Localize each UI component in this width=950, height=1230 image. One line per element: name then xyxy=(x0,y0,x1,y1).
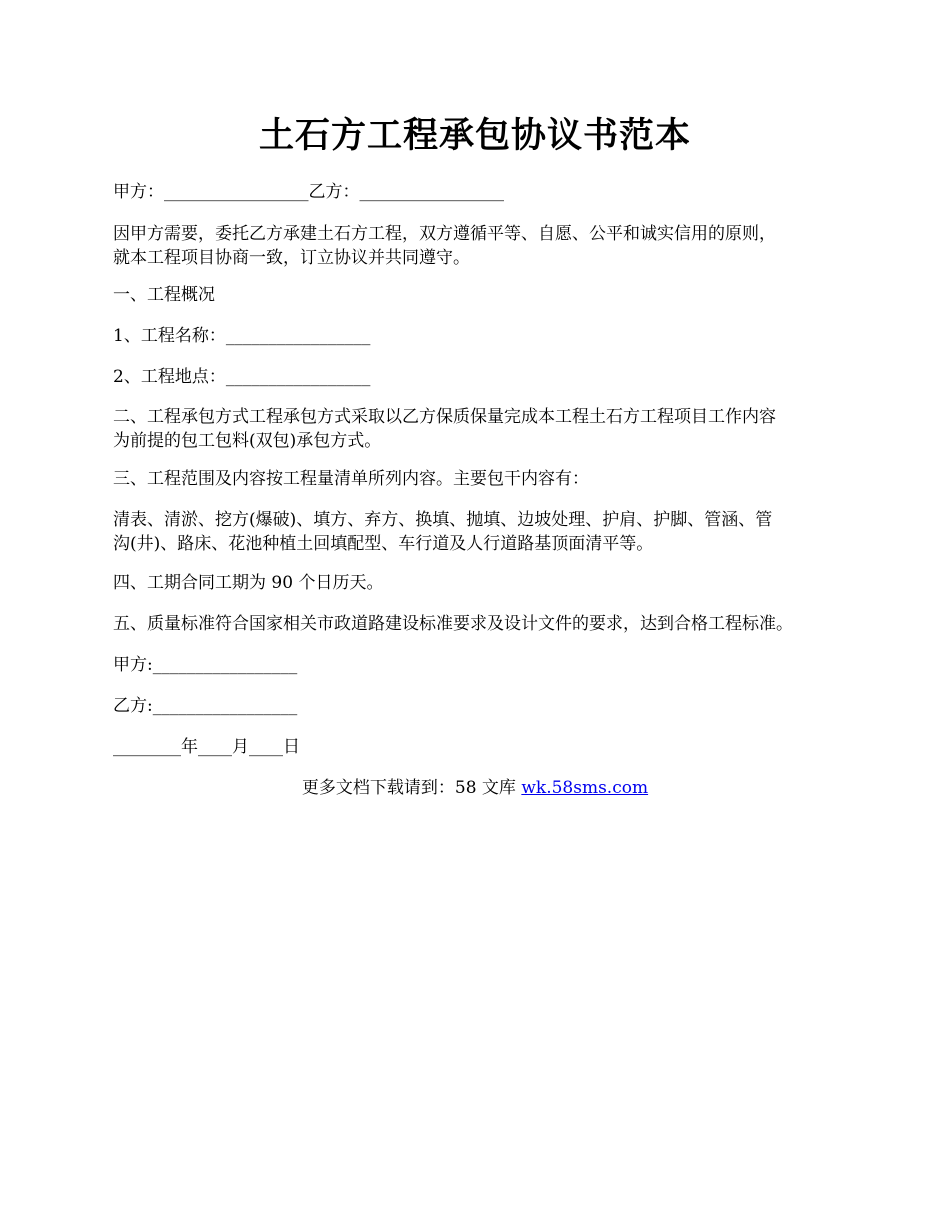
section-3-line: 三、工程范围及内容按工程量清单所列内容。主要包干内容有： xyxy=(113,469,589,489)
document-title: 土石方工程承包协议书范本 xyxy=(258,115,691,156)
scope-paragraph xyxy=(113,508,848,556)
intro-line-2: 就本工程项目协商一致，订立协议并共同遵守。 xyxy=(113,248,470,268)
signature-party-a: 甲方:_________________ xyxy=(113,655,298,675)
date-line: ________年____月____日 xyxy=(113,737,300,757)
footer xyxy=(0,776,950,800)
signature-party-b: 乙方:_________________ xyxy=(113,696,298,716)
scope-line-1: 清表、清淤、挖方(爆破)、填方、弃方、换填、抛填、边坡处理、护肩、护脚、管涵、管 xyxy=(113,510,773,530)
section-2-paragraph xyxy=(113,405,848,453)
scope-line-2: 沟(井)、路床、花池种植土回填配型、车行道及人行道路基顶面清平等。 xyxy=(113,534,654,554)
footer-text: 更多文档下载请到：58 文库 xyxy=(301,778,522,798)
section-4-line: 四、工期合同工期为 90 个日历天。 xyxy=(113,573,384,593)
footer-link[interactable]: wk.58sms.com xyxy=(521,778,649,798)
section-5-line: 五、质量标准符合国家相关市政道路建设标准要求及设计文件的要求，达到合格工程标准。 xyxy=(113,614,793,634)
parties-line: 甲方：_________________乙方：_________________ xyxy=(113,182,504,202)
project-location-line: 2、工程地点：_________________ xyxy=(113,367,371,387)
section-2-line-2: 为前提的包工包料(双包)承包方式。 xyxy=(113,431,382,451)
project-name-line: 1、工程名称：_________________ xyxy=(113,326,371,346)
section-1-heading: 一、工程概况 xyxy=(113,285,215,305)
intro-line-1: 因甲方需要，委托乙方承建土石方工程，双方遵循平等、自愿、公平和诚实信用的原则， xyxy=(113,224,776,244)
intro-paragraph xyxy=(113,222,848,270)
section-2-line-1: 二、工程承包方式工程承包方式采取以乙方保质保量完成本工程土石方工程项目工作内容 xyxy=(113,407,776,427)
